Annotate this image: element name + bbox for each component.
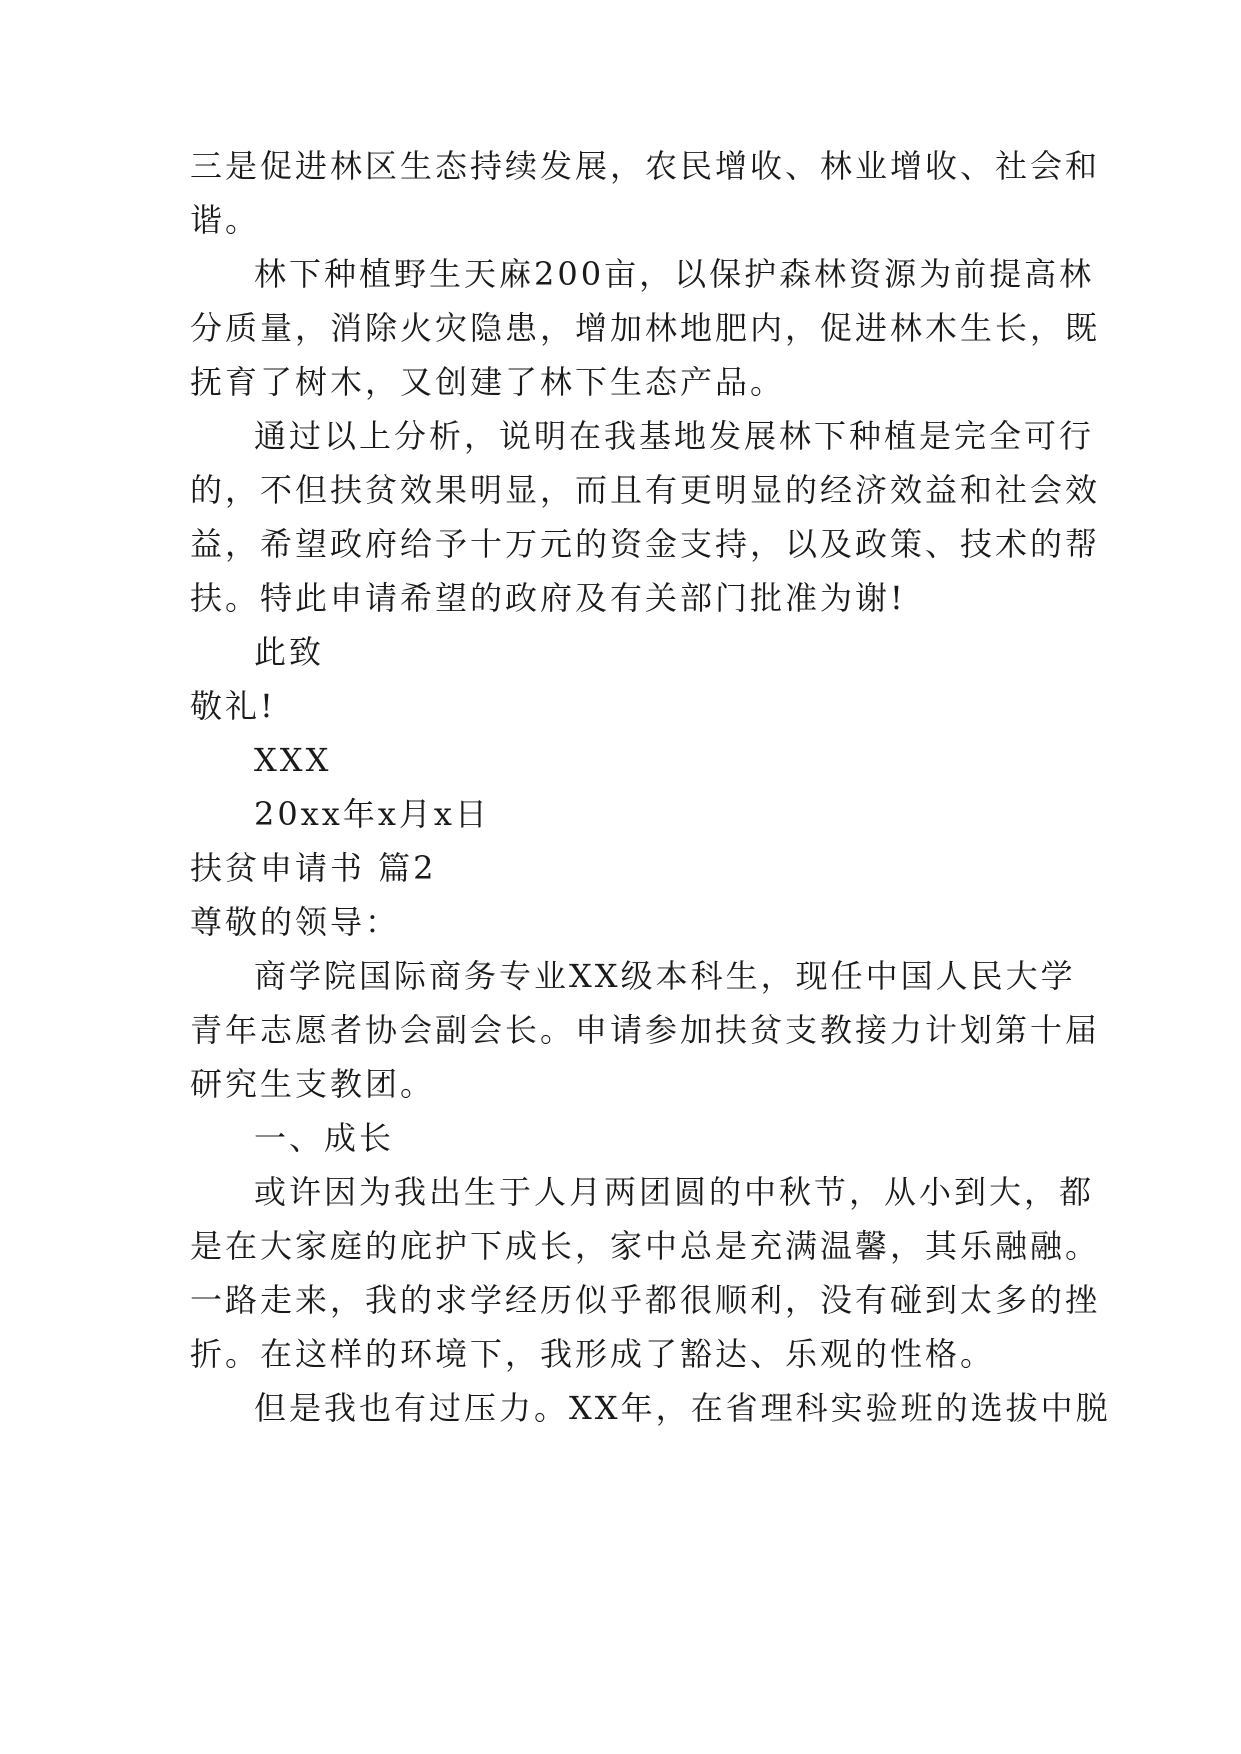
paragraph-line: 但是我也有过压力。XX年，在省理科实验班的选拔中脱 — [254, 1389, 1111, 1427]
paragraph-line: 一路走来，我的求学经历似乎都很顺利，没有碰到太多的挫 — [190, 1281, 1101, 1319]
paragraph-line: 三是促进林区生态持续发展，农民增收、林业增收、社会和 — [190, 147, 1101, 185]
paragraph-line: 折。在这样的环境下，我形成了豁达、乐观的性格。 — [190, 1335, 996, 1373]
signature-name: XXX — [254, 741, 332, 779]
paragraph-line: 青年志愿者协会副会长。申请参加扶贫支教接力计划第十届 — [190, 1011, 1101, 1049]
section-title: 扶贫申请书 篇2 — [190, 849, 437, 887]
letter-greeting: 尊敬的领导： — [190, 903, 401, 941]
paragraph-line: 研究生支教团。 — [190, 1065, 436, 1103]
subsection-heading: 一、成长 — [254, 1119, 395, 1157]
paragraph-line: 的，不但扶贫效果明显，而且有更明显的经济效益和社会效 — [190, 471, 1101, 509]
paragraph-line: 扶。特此申请希望的政府及有关部门批准为谢! — [190, 579, 906, 617]
paragraph-line: 谐。 — [190, 201, 261, 239]
paragraph-line: 通过以上分析，说明在我基地发展林下种植是完全可行 — [254, 417, 1095, 455]
paragraph-line: 林下种植野生天麻200亩，以保护森林资源为前提高林 — [254, 255, 1095, 293]
closing-regards: 敬礼! — [190, 687, 276, 725]
paragraph-line: 商学院国际商务专业XX级本科生，现任中国人民大学 — [254, 957, 1076, 995]
paragraph-line: 是在大家庭的庇护下成长，家中总是充满温馨，其乐融融。 — [190, 1227, 1101, 1265]
paragraph-line: 抚育了树木，又创建了林下生态产品。 — [190, 363, 786, 401]
signature-date: 20xx年x月x日 — [254, 795, 490, 833]
paragraph-line: 分质量，消除火灾隐患，增加林地肥内，促进林木生长，既 — [190, 309, 1101, 347]
paragraph-line: 或许因为我出生于人月两团圆的中秋节，从小到大，都 — [254, 1173, 1095, 1211]
closing-salutation: 此致 — [254, 633, 325, 671]
paragraph-line: 益，希望政府给予十万元的资金支持，以及政策、技术的帮 — [190, 525, 1101, 563]
